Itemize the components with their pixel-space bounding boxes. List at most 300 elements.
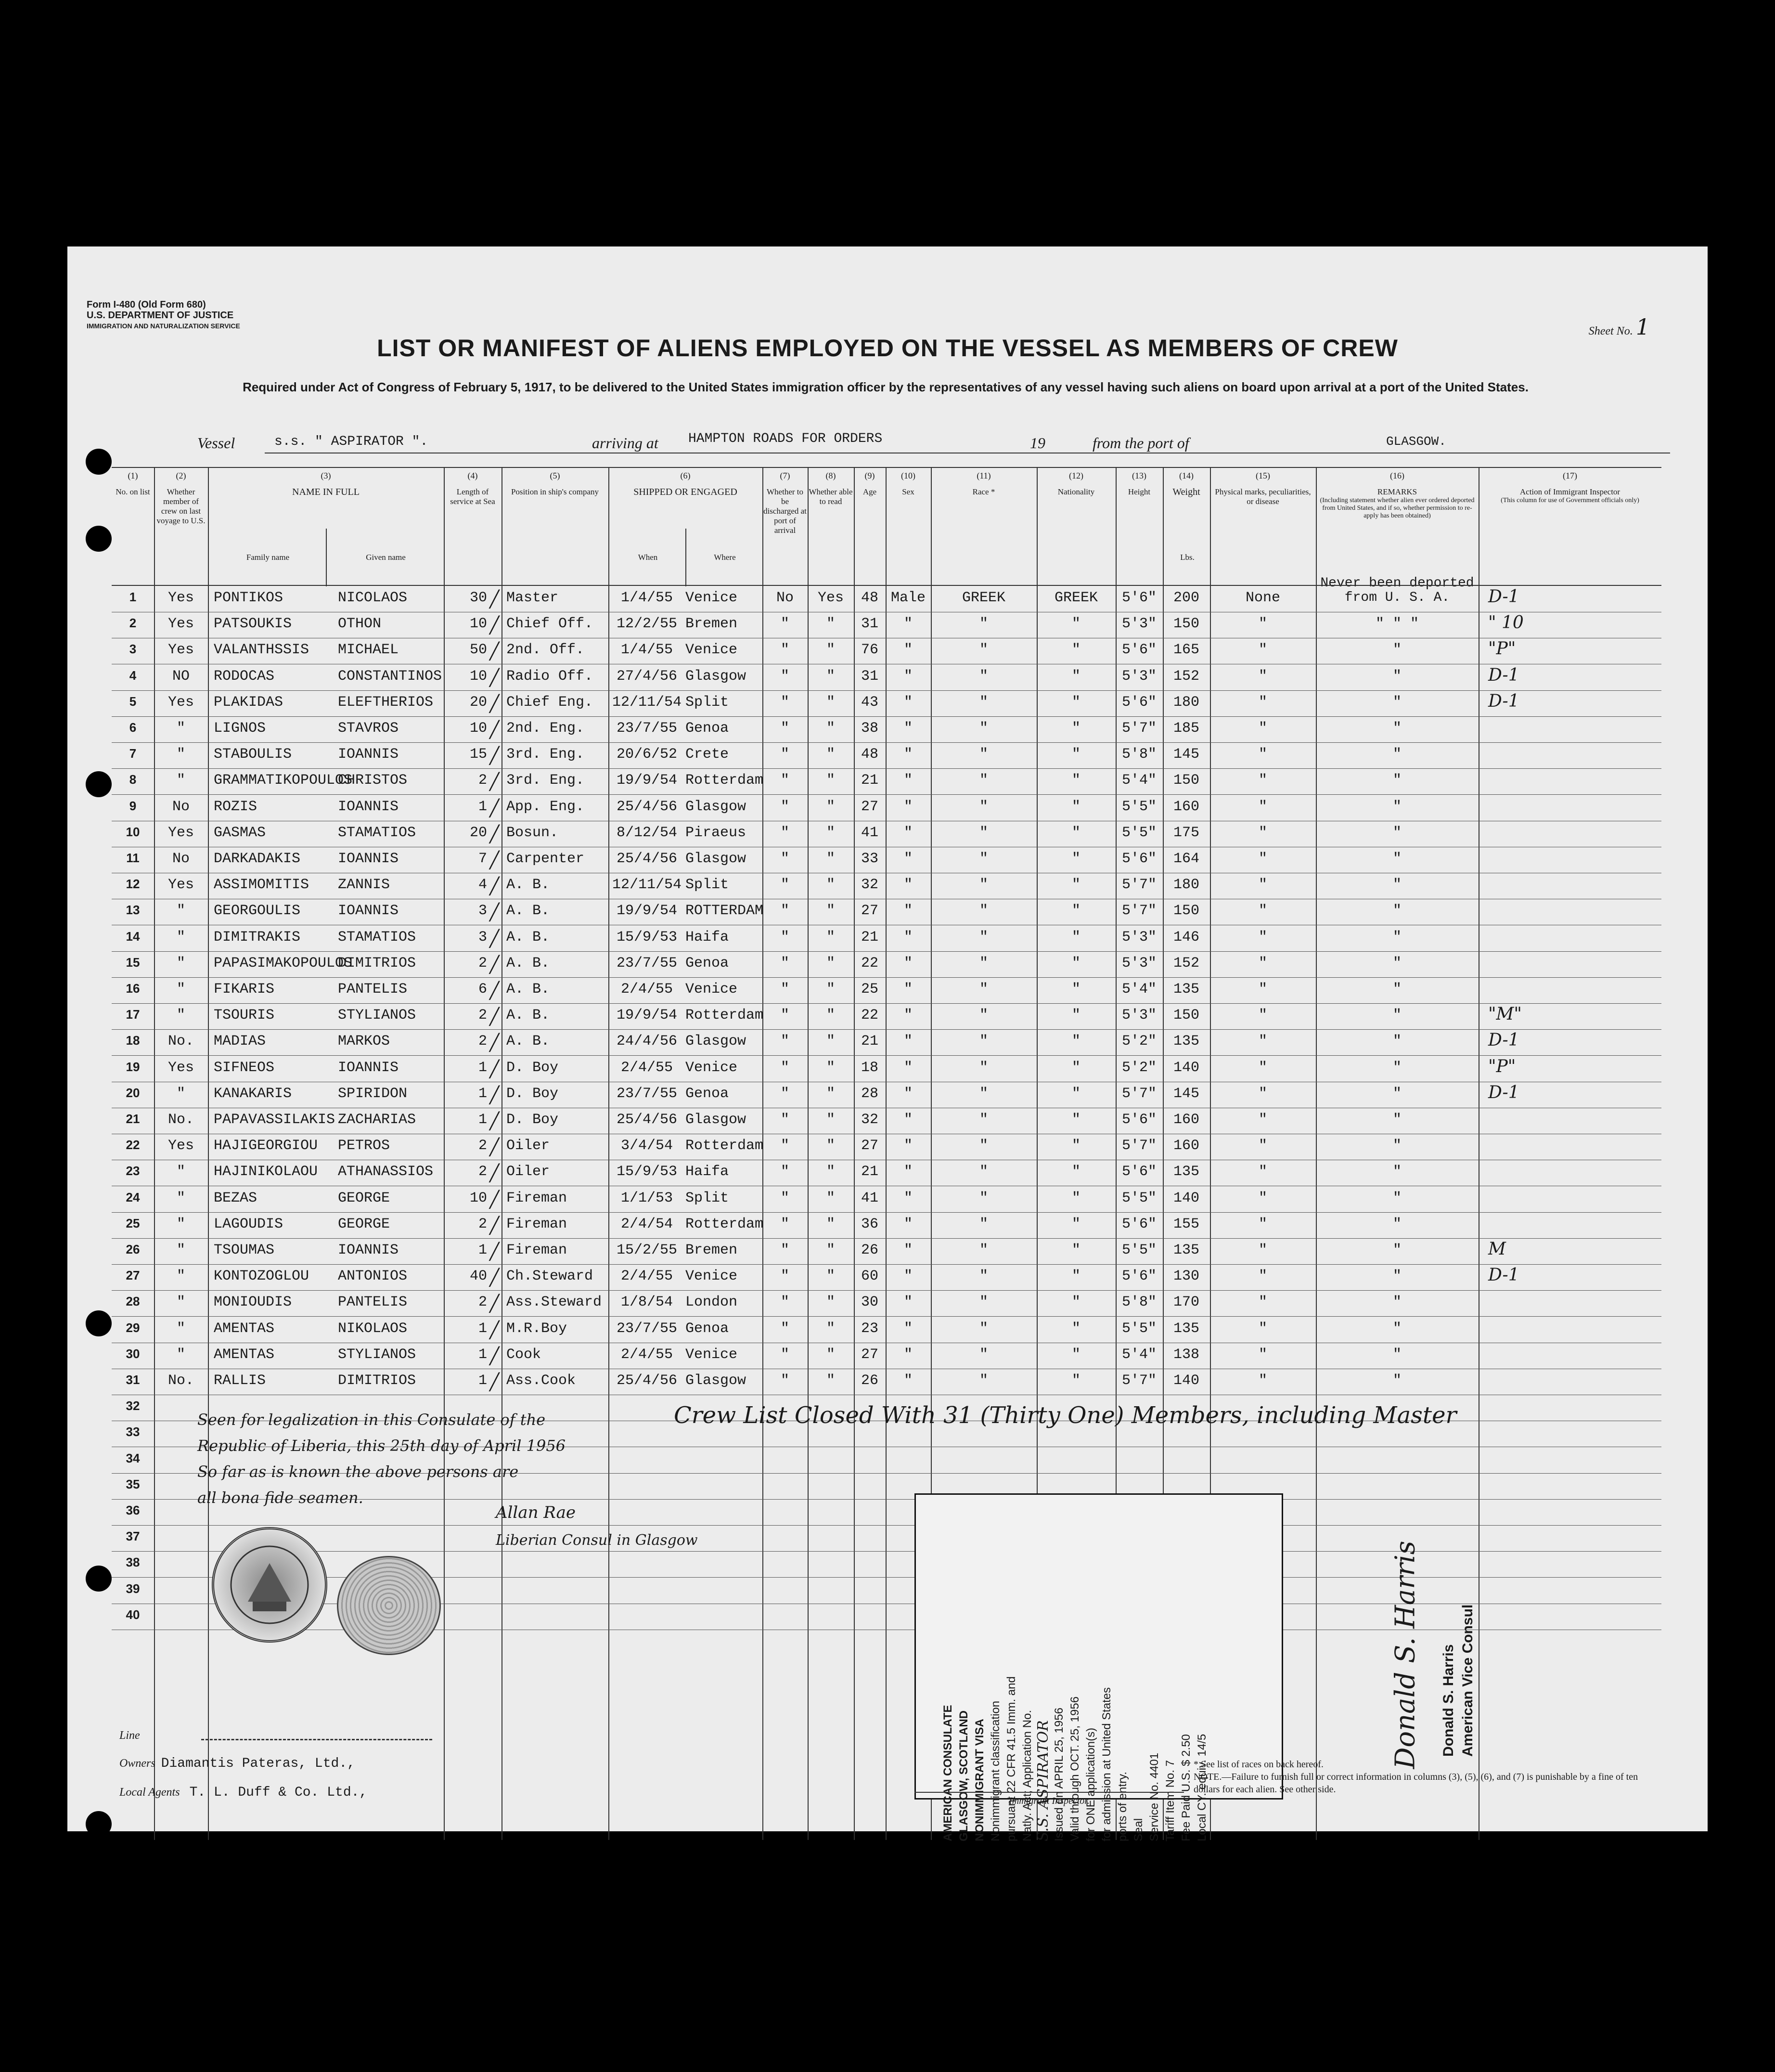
cell-length-of-service: 2 [478, 1216, 487, 1232]
column-number: (17) [1563, 471, 1577, 480]
cell-remarks: " [1392, 851, 1402, 867]
cell-weight: 160 [1173, 798, 1199, 815]
cell-height: 5'6" [1121, 590, 1157, 606]
form-subtitle: Required under Act of Congress of February 5, 1917, to be delivered to the United States immigration officer by the representatives of any vessel having such aliens on board upon arrival at a port of the United States. [243, 380, 1529, 394]
cell-race: " [979, 616, 988, 633]
cell-sex: " [903, 1033, 913, 1050]
cell-weight: 200 [1173, 590, 1199, 606]
cell-given-name: MICHAEL [338, 642, 399, 659]
cell-race: " [979, 851, 988, 867]
cell-sex: " [903, 1346, 913, 1363]
cell-able-to-read: " [826, 798, 835, 815]
cell-length-of-service: 2 [478, 1294, 487, 1311]
crew-row [112, 742, 1661, 769]
cell-discharged: " [780, 1190, 789, 1206]
cell-sex: " [903, 1190, 913, 1206]
form-id-block [87, 299, 240, 331]
cell-shipped-when: 1/4/55 [620, 642, 673, 659]
cell-remarks: " [1392, 1320, 1402, 1337]
cell-age: 60 [861, 1268, 878, 1285]
row-number: 37 [126, 1529, 140, 1544]
cell-able-to-read: " [826, 746, 835, 763]
crew-row [112, 1160, 1661, 1186]
cell-discharged: " [780, 1138, 789, 1154]
column-label: SHIPPED OR ENGAGED [633, 487, 737, 497]
visa-line: S.S. ASPIRATOR [1035, 1720, 1052, 1841]
legalization-line: all bona fide seamen. [197, 1489, 363, 1507]
cell-sex: " [903, 1216, 913, 1232]
check-mark-icon: ╱ [489, 772, 500, 792]
cell-height: 5'2" [1121, 1033, 1157, 1050]
cell-discharged: " [780, 981, 789, 997]
check-mark-icon: ╱ [489, 590, 500, 609]
cell-inspector-action: "P" [1488, 1056, 1516, 1076]
cell-shipped-where: Genoa [685, 1085, 729, 1102]
cell-given-name: CHRISTOS [338, 772, 408, 789]
cell-shipped-when: 2/4/54 [620, 1216, 673, 1232]
cell-family-name: PAPAVASSILAKIS [214, 1112, 335, 1128]
agents-value: T. L. Duff & Co. Ltd., [189, 1785, 368, 1800]
visa-heading: GLASGOW, SCOTLAND [957, 1710, 970, 1841]
cell-age: 32 [861, 877, 878, 894]
cell-previous-voyage: No. [167, 1373, 194, 1389]
cell-able-to-read: " [826, 772, 835, 789]
cell-discharged: No [776, 590, 794, 606]
cell-family-name: MADIAS [214, 1033, 266, 1050]
consul-signature: Allan Rae [496, 1503, 576, 1522]
cell-given-name: PETROS [338, 1138, 390, 1154]
cell-age: 32 [861, 1112, 878, 1128]
cell-height: 5'3" [1121, 929, 1157, 945]
column-header [887, 471, 930, 497]
cell-shipped-when: 19/9/54 [616, 772, 678, 789]
column-number: (8) [825, 471, 836, 480]
cell-height: 5'3" [1121, 955, 1157, 971]
vessel-label: Vessel [197, 434, 235, 452]
check-mark-icon: ╱ [489, 824, 500, 844]
cell-remarks: " [1392, 903, 1402, 919]
cell-race: " [979, 642, 988, 659]
column-label: NAME IN FULL [292, 487, 360, 497]
cell-age: 38 [861, 720, 878, 737]
from-port: GLASGOW. [1386, 434, 1446, 449]
cell-position: A. B. [506, 929, 550, 945]
cell-inspector-action: D-1 [1488, 1265, 1519, 1285]
cell-weight: 140 [1173, 1059, 1199, 1076]
cell-given-name: DIMITRIOS [338, 1373, 416, 1389]
cell-physical-marks: " [1258, 1190, 1267, 1206]
cell-position: D. Boy [506, 1059, 559, 1076]
cell-previous-voyage: Yes [167, 642, 194, 659]
cell-given-name: ZACHARIAS [338, 1112, 416, 1128]
cell-given-name: PANTELIS [338, 1294, 408, 1311]
cell-physical-marks: " [1258, 720, 1267, 737]
column-number: (10) [901, 471, 915, 480]
cell-sex: " [903, 1373, 913, 1389]
cell-position: D. Boy [506, 1112, 559, 1128]
cell-family-name: DARKADAKIS [214, 851, 301, 867]
cell-height: 5'6" [1121, 642, 1157, 659]
cell-inspector-action: D-1 [1488, 587, 1519, 607]
cell-sex: " [903, 1059, 913, 1076]
cell-weight: 152 [1173, 668, 1199, 685]
cell-shipped-when: 23/7/55 [616, 720, 678, 737]
cell-physical-marks: " [1258, 1216, 1267, 1232]
check-mark-icon: ╱ [489, 1164, 500, 1183]
visa-line: Fee Paid U.S. $ 2.50 [1180, 1734, 1193, 1841]
cell-discharged: " [780, 851, 789, 867]
cell-able-to-read: " [826, 824, 835, 841]
races-note: * See list of races on back hereof. [1194, 1759, 1324, 1770]
column-header [809, 471, 853, 506]
cell-previous-voyage: No [172, 798, 190, 815]
column-subdivider [326, 529, 327, 586]
cell-able-to-read: " [826, 1033, 835, 1050]
column-number: (1) [128, 471, 138, 480]
cell-physical-marks: " [1258, 1373, 1267, 1389]
cell-physical-marks: " [1258, 851, 1267, 867]
cell-previous-voyage: " [176, 1190, 185, 1206]
column-subheader: Lbs. [1180, 553, 1195, 562]
cell-given-name: STYLIANOS [338, 1346, 416, 1363]
check-mark-icon: ╱ [489, 1242, 500, 1261]
check-mark-icon: ╱ [489, 1268, 500, 1288]
cell-length-of-service: 10 [469, 1190, 487, 1206]
cell-position: Bosun. [506, 824, 559, 841]
cell-previous-voyage: Yes [167, 877, 194, 894]
cell-shipped-when: 15/9/53 [616, 1164, 678, 1180]
cell-inspector-action: D-1 [1488, 665, 1519, 685]
crew-row [112, 1343, 1661, 1369]
column-label: Whether member of crew on last voyage to U.S. [156, 487, 206, 525]
cell-weight: 152 [1173, 955, 1199, 971]
cell-nationality: " [1071, 1164, 1080, 1180]
cell-shipped-where: Rotterdam [685, 1007, 764, 1024]
check-mark-icon: ╱ [489, 1294, 500, 1314]
crew-row [112, 1317, 1661, 1343]
cell-shipped-where: Glasgow [685, 1373, 746, 1389]
visa-line: Tariff Item No. 7 [1164, 1760, 1177, 1841]
cell-previous-voyage: Yes [167, 1059, 194, 1076]
cell-race: " [979, 981, 988, 997]
cell-family-name: PAPASIMAKOPOULOS [214, 955, 353, 971]
row-number: 6 [129, 720, 137, 735]
column-header [209, 471, 443, 562]
cell-discharged: " [780, 1320, 789, 1337]
cell-age: 31 [861, 668, 878, 685]
cell-previous-voyage: Yes [167, 1138, 194, 1154]
cell-given-name: ATHANASSIOS [338, 1164, 434, 1180]
cell-shipped-when: 12/11/54 [612, 694, 682, 711]
cell-height: 5'7" [1121, 877, 1157, 894]
cell-nationality: " [1071, 798, 1080, 815]
cell-physical-marks: " [1258, 668, 1267, 685]
cell-position: Ass.Cook [506, 1373, 576, 1389]
cell-shipped-when: 25/4/56 [616, 1373, 678, 1389]
cell-shipped-where: Venice [685, 981, 738, 997]
cell-family-name: AMENTAS [214, 1346, 275, 1363]
cell-previous-voyage: " [176, 903, 185, 919]
column-number: (15) [1256, 471, 1270, 480]
penalty-note: NOTE.—Failure to furnish full or correct information in columns (3), (5), (6), and (7) is punishable by a fine of ten dollars for each alien. See other side. [1194, 1772, 1638, 1795]
manifest-sheet [67, 246, 1708, 1841]
crew-row [112, 977, 1661, 1004]
cell-inspector-action: D-1 [1488, 1082, 1519, 1102]
cell-able-to-read: " [826, 1085, 835, 1102]
cell-race: " [979, 1190, 988, 1206]
cell-shipped-where: Bremen [685, 1242, 738, 1258]
cell-sex: " [903, 1138, 913, 1154]
cell-shipped-when: 1/8/54 [620, 1294, 673, 1311]
crew-row [112, 1186, 1661, 1213]
cell-shipped-when: 20/6/52 [616, 746, 678, 763]
cell-family-name: TSOUMAS [214, 1242, 275, 1258]
cell-family-name: HAJIGEORGIOU [214, 1138, 318, 1154]
cell-length-of-service: 40 [469, 1268, 487, 1285]
cell-shipped-where: Rotterdam [685, 1138, 764, 1154]
cell-height: 5'6" [1121, 1112, 1157, 1128]
cell-shipped-where: Crete [685, 746, 729, 763]
cell-race: " [979, 720, 988, 737]
cell-nationality: " [1071, 1268, 1080, 1285]
cell-remarks: " [1392, 877, 1402, 894]
cell-previous-voyage: " [176, 1346, 185, 1363]
column-label: No. on list [116, 487, 150, 496]
cell-shipped-where: Rotterdam [685, 772, 764, 789]
cell-remarks: " [1392, 824, 1402, 841]
row-number: 15 [126, 955, 140, 970]
cell-shipped-where: Venice [685, 642, 738, 659]
check-mark-icon: ╱ [489, 1320, 500, 1340]
cell-remarks: " [1392, 981, 1402, 997]
cell-physical-marks: " [1258, 1268, 1267, 1285]
cell-height: 5'7" [1121, 1373, 1157, 1389]
closing-note: Crew List Closed With 31 (Thirty One) Members, including Master [674, 1402, 1457, 1429]
cell-remarks: " [1392, 929, 1402, 945]
cell-remarks: " [1392, 1294, 1402, 1311]
crew-row [112, 847, 1661, 873]
cell-discharged: " [780, 668, 789, 685]
cell-shipped-when: 23/7/55 [616, 955, 678, 971]
header-divider [112, 585, 1661, 586]
cell-race: " [979, 955, 988, 971]
column-header [932, 471, 1036, 497]
cell-physical-marks: " [1258, 746, 1267, 763]
cell-length-of-service: 2 [478, 1007, 487, 1024]
cell-remarks: " [1392, 1033, 1402, 1050]
cell-family-name: PATSOUKIS [214, 616, 292, 633]
cell-length-of-service: 1 [478, 1373, 487, 1389]
cell-sex: " [903, 981, 913, 997]
cell-race: " [979, 1294, 988, 1311]
cell-inspector-action: D-1 [1488, 1030, 1519, 1050]
cell-family-name: GRAMMATIKOPOULOS [214, 772, 353, 789]
check-mark-icon: ╱ [489, 798, 500, 818]
column-number: (11) [977, 471, 991, 480]
cell-given-name: NIKOLAOS [338, 1320, 408, 1337]
cell-discharged: " [780, 1085, 789, 1102]
row-number: 25 [126, 1216, 140, 1230]
cell-family-name: STABOULIS [214, 746, 292, 763]
department: U.S. DEPARTMENT OF JUSTICE [87, 310, 234, 321]
cell-able-to-read: " [826, 1112, 835, 1128]
cell-position: A. B. [506, 981, 550, 997]
cell-position: App. Eng. [506, 798, 585, 815]
cell-physical-marks: " [1258, 1112, 1267, 1128]
cell-family-name: ASSIMOMITIS [214, 877, 309, 894]
row-number: 13 [126, 903, 140, 918]
cell-shipped-where: Glasgow [685, 668, 746, 685]
cell-able-to-read: " [826, 1294, 835, 1311]
cell-race: " [979, 1164, 988, 1180]
cell-weight: 170 [1173, 1294, 1199, 1311]
row-number: 20 [126, 1085, 140, 1100]
cell-weight: 146 [1173, 929, 1199, 945]
cell-physical-marks: " [1258, 1007, 1267, 1024]
cell-discharged: " [780, 1007, 789, 1024]
cell-remarks: " [1392, 642, 1402, 659]
column-subheader: Where [714, 553, 736, 562]
visa-line: Issued on APRIL 25, 1956 [1053, 1708, 1066, 1841]
cell-race: " [979, 1268, 988, 1285]
check-mark-icon: ╱ [489, 903, 500, 922]
cell-height: 5'7" [1121, 903, 1157, 919]
cell-family-name: DIMITRAKIS [214, 929, 301, 945]
vice-consul-block [1299, 1541, 1482, 1777]
cell-remarks: " [1392, 1346, 1402, 1363]
cell-given-name: IOANNIS [338, 798, 399, 815]
cell-remarks: " [1392, 1138, 1402, 1154]
cell-remarks: " [1392, 1373, 1402, 1389]
cell-nationality: " [1071, 642, 1080, 659]
cell-able-to-read: " [826, 694, 835, 711]
cell-age: 21 [861, 1033, 878, 1050]
cell-discharged: " [780, 1268, 789, 1285]
cell-discharged: " [780, 1373, 789, 1389]
cell-height: 5'3" [1121, 1007, 1157, 1024]
column-header [1479, 471, 1660, 505]
cell-discharged: " [780, 1242, 789, 1258]
visa-line: for ONE application(s) [1084, 1727, 1097, 1841]
cell-able-to-read: " [826, 1138, 835, 1154]
cell-position: M.R.Boy [506, 1320, 567, 1337]
cell-sex: " [903, 616, 913, 633]
cell-race: " [979, 1320, 988, 1337]
cell-weight: 180 [1173, 877, 1199, 894]
check-mark-icon: ╱ [489, 1007, 500, 1027]
crew-row [112, 612, 1661, 638]
cell-race: " [979, 1112, 988, 1128]
crew-row [112, 1212, 1661, 1239]
from-label: from the port of [1093, 434, 1189, 452]
cell-position: Fireman [506, 1242, 567, 1258]
cell-given-name: STAMATIOS [338, 929, 416, 945]
arriving-label: arriving at [592, 434, 658, 452]
cell-age: 27 [861, 798, 878, 815]
cell-given-name: ZANNIS [338, 877, 390, 894]
cell-weight: 165 [1173, 642, 1199, 659]
service: IMMIGRATION AND NATURALIZATION SERVICE [87, 322, 240, 330]
cell-family-name: SIFNEOS [214, 1059, 275, 1076]
cell-weight: 145 [1173, 746, 1199, 763]
cell-previous-voyage: " [176, 929, 185, 945]
cell-age: 22 [861, 1007, 878, 1024]
cell-discharged: " [780, 1346, 789, 1363]
cell-shipped-where: Bremen [685, 616, 738, 633]
cell-shipped-when: 2/4/55 [620, 981, 673, 997]
cell-shipped-where: Genoa [685, 955, 729, 971]
cell-able-to-read: " [826, 1346, 835, 1363]
row-number: 17 [126, 1007, 140, 1022]
cell-nationality: " [1071, 668, 1080, 685]
cell-able-to-read: " [826, 929, 835, 945]
cell-nationality: " [1071, 1320, 1080, 1337]
cell-age: 48 [861, 590, 878, 606]
cell-family-name: VALANTHSSIS [214, 642, 309, 659]
crew-row [112, 1029, 1661, 1056]
cell-able-to-read: " [826, 1216, 835, 1232]
cell-length-of-service: 4 [478, 877, 487, 894]
cell-length-of-service: 1 [478, 1059, 487, 1076]
cell-shipped-when: 15/9/53 [616, 929, 678, 945]
cell-length-of-service: 2 [478, 772, 487, 789]
cell-nationality: " [1071, 1059, 1080, 1076]
column-subheader: Family name [246, 553, 290, 562]
cell-physical-marks: " [1258, 903, 1267, 919]
column-header [1117, 471, 1162, 497]
cell-previous-voyage: " [176, 1320, 185, 1337]
check-mark-icon: ╱ [489, 877, 500, 896]
cell-shipped-where: Split [685, 1190, 729, 1206]
cell-weight: 135 [1173, 1320, 1199, 1337]
cell-physical-marks: " [1258, 798, 1267, 815]
cell-previous-voyage: NO [172, 668, 190, 685]
cell-sex: " [903, 1085, 913, 1102]
cell-sex: " [903, 1268, 913, 1285]
row-number: 18 [126, 1033, 140, 1048]
cell-position: 2nd. Off. [506, 642, 585, 659]
cell-given-name: ELEFTHERIOS [338, 694, 434, 711]
cell-previous-voyage: " [176, 1216, 185, 1232]
column-label: Race * [972, 487, 995, 496]
crew-row [112, 899, 1661, 925]
cell-remarks: " [1392, 1085, 1402, 1102]
cell-able-to-read: " [826, 1190, 835, 1206]
check-mark-icon: ╱ [489, 1373, 500, 1392]
cell-shipped-where: Glasgow [685, 851, 746, 867]
cell-nationality: GREEK [1054, 590, 1098, 606]
cell-race: " [979, 1216, 988, 1232]
cell-previous-voyage: " [176, 955, 185, 971]
cell-discharged: " [780, 929, 789, 945]
cell-remarks: " [1392, 1164, 1402, 1180]
check-mark-icon: ╱ [489, 981, 500, 1000]
column-header [1164, 471, 1209, 562]
column-header [445, 471, 501, 506]
cell-able-to-read: " [826, 903, 835, 919]
column-header [113, 471, 153, 497]
cell-height: 5'3" [1121, 616, 1157, 633]
cell-remarks: " [1392, 720, 1402, 737]
cell-position: Oiler [506, 1138, 550, 1154]
cell-position: D. Boy [506, 1085, 559, 1102]
cell-given-name: CONSTANTINOS [338, 668, 442, 685]
cell-able-to-read: " [826, 1007, 835, 1024]
column-label: Height [1128, 487, 1151, 496]
crew-row [112, 1003, 1661, 1030]
cell-physical-marks: " [1258, 1164, 1267, 1180]
cell-position: A. B. [506, 877, 550, 894]
